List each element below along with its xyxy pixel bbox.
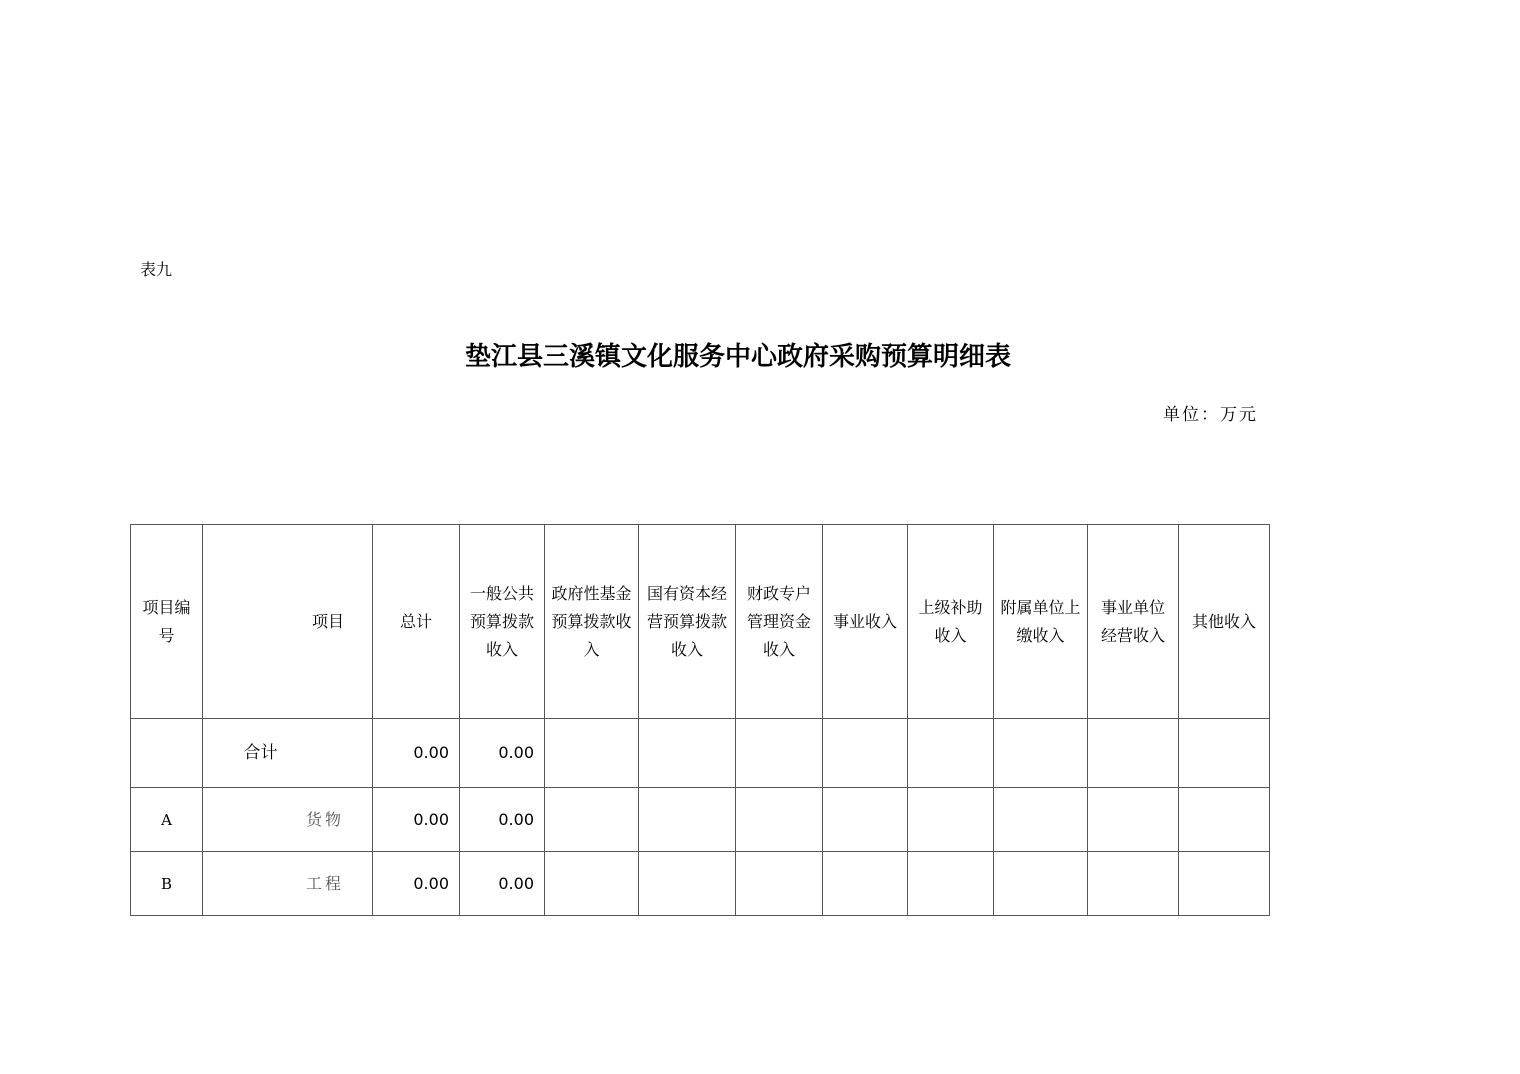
row-cell: [994, 719, 1088, 788]
row-cell: [639, 852, 736, 916]
row-cell: [994, 788, 1088, 852]
row-cell: [823, 719, 908, 788]
header-row: [131, 525, 1270, 719]
row-cell: [994, 852, 1088, 916]
row-cell: [639, 719, 736, 788]
table-row-goods: [131, 788, 1270, 852]
row-cell: [545, 788, 639, 852]
header-subordinate-payment: 附属单位上缴收入: [994, 525, 1088, 719]
header-state-capital: 国有资本经营预算拨款收入: [639, 525, 736, 719]
row-cell: [1088, 719, 1179, 788]
header-operating-income: 事业单位经营收入: [1088, 525, 1179, 719]
row-total: 0.00: [373, 788, 460, 852]
row-code: [131, 719, 203, 788]
row-cell: [1179, 719, 1270, 788]
header-total: 总计: [373, 525, 460, 719]
row-cell: [1088, 788, 1179, 852]
row-general-budget: 0.00: [460, 788, 545, 852]
row-general-budget: 0.00: [460, 852, 545, 916]
row-total: 0.00: [373, 852, 460, 916]
row-cell: [1179, 852, 1270, 916]
row-cell: [1088, 852, 1179, 916]
row-cell: [908, 852, 994, 916]
row-cell: [639, 788, 736, 852]
row-code: A: [131, 788, 203, 852]
header-other-income: 其他收入: [1179, 525, 1270, 719]
row-cell: [823, 788, 908, 852]
row-cell: [545, 719, 639, 788]
row-name: 合计: [203, 719, 373, 788]
row-cell: [1179, 788, 1270, 852]
row-total: 0.00: [373, 719, 460, 788]
header-business-income: 事业收入: [823, 525, 908, 719]
table-row-engineering: [131, 852, 1270, 916]
header-name: 项目: [203, 525, 373, 719]
table-row-total: [131, 719, 1270, 788]
header-gov-fund: 政府性基金预算拨款收入: [545, 525, 639, 719]
page-title: 垫江县三溪镇文化服务中心政府采购预算明细表: [464, 342, 1011, 372]
header-special-account: 财政专户管理资金收入: [736, 525, 823, 719]
row-cell: [908, 788, 994, 852]
header-superior-subsidy: 上级补助收入: [908, 525, 994, 719]
row-cell: [545, 852, 639, 916]
row-cell: [736, 788, 823, 852]
unit-label: 单位：万元: [1163, 405, 1258, 425]
header-general-budget: 一般公共预算拨款收入: [460, 525, 545, 719]
row-cell: [823, 852, 908, 916]
row-cell: [736, 719, 823, 788]
row-general-budget: 0.00: [460, 719, 545, 788]
header-code: 项目编号: [131, 525, 203, 719]
row-cell: [736, 852, 823, 916]
row-code: B: [131, 852, 203, 916]
table-number-label: 表九: [140, 260, 173, 279]
procurement-budget-table: [130, 524, 1270, 916]
row-name: 货物: [203, 788, 373, 852]
row-cell: [908, 719, 994, 788]
row-name: 工程: [203, 852, 373, 916]
